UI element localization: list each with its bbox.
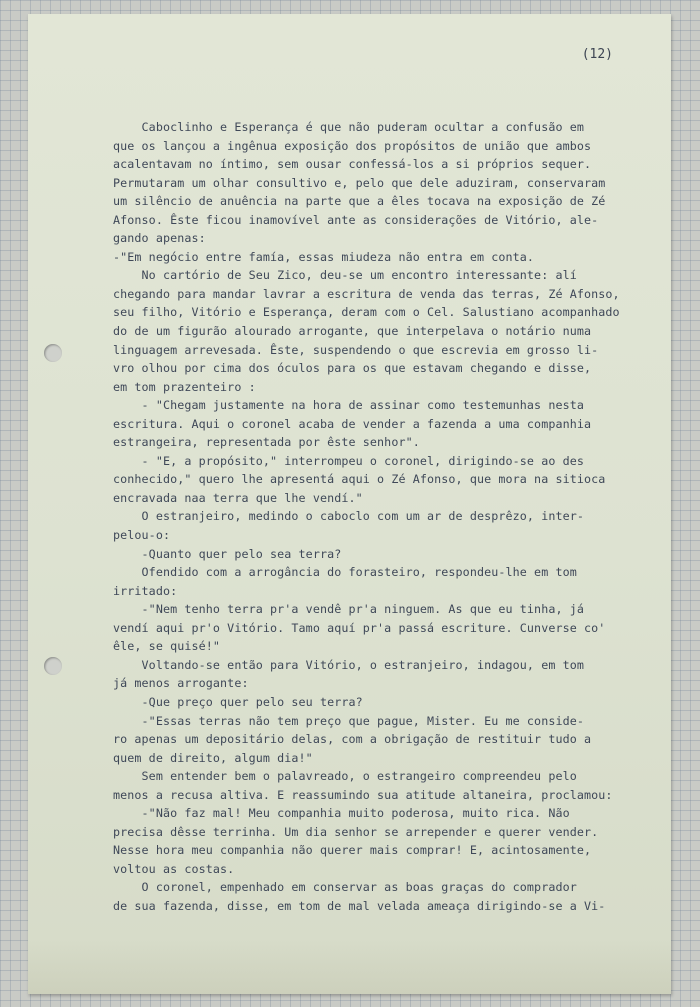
text-line: do de um figurão alourado arrogante, que interpelava o notário numa xyxy=(113,324,592,339)
text-line: - "E, a propósito," interrompeu o coronel, dirigindo-se ao des xyxy=(113,453,585,468)
text-line: -Quanto quer pelo sea terra? xyxy=(113,546,342,561)
text-line: quem de direito, algum dia!" xyxy=(113,750,313,765)
text-line: seu filho, Vitório e Esperança, deram com o Cel. Salustiano acompanhado xyxy=(113,305,620,320)
text-line: pelou-o: xyxy=(113,528,171,543)
text-line: menos a recusa altiva. E reassumindo sua atitude altaneira, proclamou: xyxy=(113,787,613,802)
page-number: (12) xyxy=(581,47,613,62)
text-line: acalentavam no íntimo, sem ousar confessá-los a si próprios sequer. xyxy=(113,157,592,172)
text-line: -"Nem tenho terra pr'a vendê pr'a ninguem. As que eu tinha, já xyxy=(113,602,585,617)
text-line: que os lançou a ingênua exposição dos propósitos de união que ambos xyxy=(113,138,592,153)
text-line: precisa dêsse terrinha. Um dia senhor se arrepender e querer vender. xyxy=(113,824,599,839)
text-line: estrangeira, representada por êste senhor". xyxy=(113,435,420,450)
text-line: êle, se quisé!" xyxy=(113,639,221,654)
text-line: de sua fazenda, disse, em tom de mal velada ameaça dirigindo-se a Vi- xyxy=(113,898,606,913)
text-line: um silêncio de anuência na parte que a êles tocava na exposição de Zé xyxy=(113,194,606,209)
text-line: Permutaram um olhar consultivo e, pelo que dele aduziram, conservaram xyxy=(113,175,606,190)
text-line: gando apenas: xyxy=(113,231,206,246)
text-line: ro apenas um depositário delas, com a obrigação de restituir tudo a xyxy=(113,732,592,747)
text-line: No cartório de Seu Zico, deu-se um encontro interessante: alí xyxy=(113,268,577,283)
text-line: -"Não faz mal! Meu companhia muito poderosa, muito rica. Não xyxy=(113,806,570,821)
text-line: Caboclinho e Esperança é que não puderam ocultar a confusão em xyxy=(113,120,585,134)
text-line: linguagem arrevesada. Êste, suspendendo o que escrevia em grosso li- xyxy=(113,342,599,357)
text-line: chegando para mandar lavrar a escritura de venda das terras, Zé Afonso, xyxy=(113,286,620,301)
text-line: escritura. Aqui o coronel acaba de vender a fazenda a uma companhia xyxy=(113,416,592,431)
text-line: já menos arrogante: xyxy=(113,676,249,691)
text-line: -"Essas terras não tem preço que pague, Mister. Eu me conside- xyxy=(113,713,585,728)
text-line: O estranjeiro, medindo o caboclo com um ar de desprêzo, inter- xyxy=(113,509,585,524)
typewritten-page xyxy=(28,14,671,994)
text-line: Afonso. Êste ficou inamovível ante as considerações de Vitório, ale- xyxy=(113,212,599,227)
text-line: O coronel, empenhado em conservar as boas graças do comprador xyxy=(113,880,577,895)
body-text xyxy=(113,118,653,916)
text-line: irritado: xyxy=(113,583,178,598)
punch-hole xyxy=(44,657,62,675)
text-line: - "Chegam justamente na hora de assinar como testemunhas nesta xyxy=(113,398,585,413)
text-line: -Que preço quer pelo seu terra? xyxy=(113,694,363,709)
punch-hole xyxy=(44,344,62,362)
text-line: encravada naa terra que lhe vendí." xyxy=(113,490,363,505)
text-line: Sem entender bem o palavreado, o estrangeiro compreendeu pelo xyxy=(113,769,577,784)
text-line: Nesse hora meu companhia não querer mais comprar! E, acintosamente, xyxy=(113,843,592,858)
text-line: Ofendido com a arrogância do forasteiro, respondeu-lhe em tom xyxy=(113,565,577,580)
text-line: Voltando-se então para Vitório, o estranjeiro, indagou, em tom xyxy=(113,657,585,672)
text-line: conhecido," quero lhe apresentá aqui o Zé Afonso, que mora na sitioca xyxy=(113,472,606,487)
text-line: em tom prazenteiro : xyxy=(113,379,256,394)
text-line: vendí aqui pr'o Vitório. Tamo aquí pr'a passá escriture. Cunverse co' xyxy=(113,620,606,635)
text-line: -"Em negócio entre famía, essas miudeza não entra em conta. xyxy=(113,249,535,264)
text-line: vro olhou por cima dos óculos para os que estavam chegando e disse, xyxy=(113,361,592,376)
text-line: voltou as costas. xyxy=(113,861,235,876)
